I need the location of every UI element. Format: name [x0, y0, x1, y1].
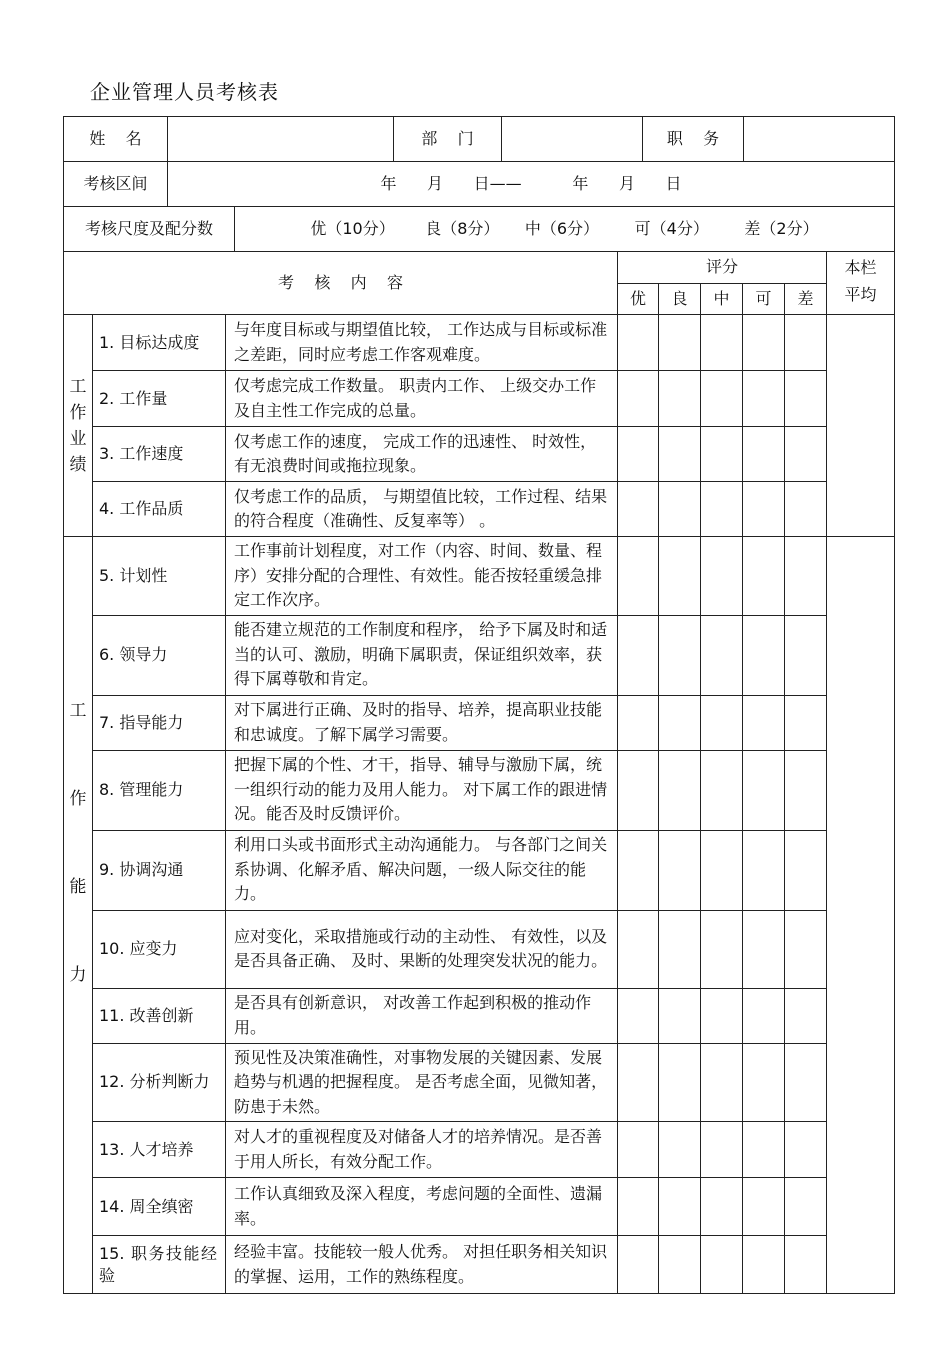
score-cell-2[interactable] — [701, 1043, 743, 1122]
score-cell-1[interactable] — [659, 315, 701, 371]
table-row — [64, 1178, 895, 1236]
score-cell-1[interactable] — [659, 427, 701, 482]
score-cell-0[interactable] — [618, 1122, 659, 1178]
score-cell-4[interactable] — [785, 910, 827, 988]
score-cell-1[interactable] — [659, 1178, 701, 1236]
period-field[interactable]: 年 月 日—— 年 月 日 — [168, 162, 895, 207]
score-cell-1[interactable] — [659, 830, 701, 910]
scale-label: 考核尺度及配分数 — [64, 207, 235, 252]
header-table — [63, 116, 895, 207]
score-cell-4[interactable] — [785, 1236, 827, 1294]
item-description: 与年度目标或与期望值比较， 工作达成与目标或标准之差距，同时应考虑工作客观难度。 — [226, 315, 618, 371]
score-header: 评分 — [618, 252, 827, 284]
score-cell-0[interactable] — [618, 750, 659, 830]
item-description: 工作事前计划程度，对工作（内容、时间、数量、程序）安排分配的合理性、有效性。能否按轻重缓急排定工作次序。 — [226, 537, 618, 616]
score-cell-3[interactable] — [743, 1043, 785, 1122]
score-cell-4[interactable] — [785, 750, 827, 830]
score-cell-4[interactable] — [785, 482, 827, 537]
item-description: 把握下属的个性、才干，指导、辅导与激励下属，统一组织行动的能力及用人能力。 对下属工作的跟进情况。能否及时反馈评价。 — [226, 750, 618, 830]
score-cell-4[interactable] — [785, 427, 827, 482]
score-cell-0[interactable] — [618, 615, 659, 695]
section-average-cell[interactable] — [827, 537, 895, 1294]
item-description: 应对变化，采取措施或行动的主动性、 有效性，以及是否具备正确、 及时、果断的处理突发状况的能力。 — [226, 910, 618, 988]
score-cell-3[interactable] — [743, 537, 785, 616]
item-description: 对下属进行正确、及时的指导、培养，提高职业技能和忠诚度。了解下属学习需要。 — [226, 695, 618, 750]
score-cell-2[interactable] — [701, 537, 743, 616]
score-cell-0[interactable] — [618, 315, 659, 371]
score-cell-3[interactable] — [743, 750, 785, 830]
score-cell-3[interactable] — [743, 1236, 785, 1294]
table-row — [64, 482, 895, 537]
item-description: 利用口头或书面形式主动沟通能力。 与各部门之间关系协调、化解矛盾、解决问题，一级人际交往的能力。 — [226, 830, 618, 910]
table-row — [64, 910, 895, 988]
score-cell-4[interactable] — [785, 1043, 827, 1122]
score-cell-1[interactable] — [659, 1122, 701, 1178]
item-label: 4. 工作品质 — [93, 482, 226, 537]
content-header: 考 核 内 容 — [64, 252, 618, 315]
item-label: 15. 职务技能经验 — [93, 1236, 226, 1294]
score-cell-4[interactable] — [785, 371, 827, 427]
score-cell-3[interactable] — [743, 1178, 785, 1236]
section-average-cell[interactable] — [827, 315, 895, 537]
score-cell-1[interactable] — [659, 615, 701, 695]
score-cell-2[interactable] — [701, 910, 743, 988]
item-description: 对人才的重视程度及对储备人才的培养情况。是否善于用人所长，有效分配工作。 — [226, 1122, 618, 1178]
score-cell-4[interactable] — [785, 830, 827, 910]
dept-label: 部 门 — [394, 117, 502, 162]
table-row — [64, 830, 895, 910]
score-cell-0[interactable] — [618, 695, 659, 750]
score-cell-0[interactable] — [618, 371, 659, 427]
score-cell-3[interactable] — [743, 910, 785, 988]
score-cell-4[interactable] — [785, 695, 827, 750]
score-cell-4[interactable] — [785, 988, 827, 1043]
score-cell-0[interactable] — [618, 427, 659, 482]
score-cell-2[interactable] — [701, 615, 743, 695]
grade-header-2: 中 — [701, 283, 743, 315]
item-label: 8. 管理能力 — [93, 750, 226, 830]
item-label: 14. 周全缜密 — [93, 1178, 226, 1236]
score-cell-3[interactable] — [743, 482, 785, 537]
item-description: 经验丰富。技能较一般人优秀。 对担任职务相关知识的掌握、运用，工作的熟练程度。 — [226, 1236, 618, 1294]
table-row — [64, 537, 895, 616]
item-label: 13. 人才培养 — [93, 1122, 226, 1178]
score-cell-2[interactable] — [701, 830, 743, 910]
score-cell-2[interactable] — [701, 750, 743, 830]
item-label: 9. 协调沟通 — [93, 830, 226, 910]
score-cell-0[interactable] — [618, 910, 659, 988]
item-description: 能否建立规范的工作制度和程序， 给予下属及时和适当的认可、激励，明确下属职责，保证组织效率，获得下属尊敬和肯定。 — [226, 615, 618, 695]
item-label: 5. 计划性 — [93, 537, 226, 616]
item-description: 工作认真细致及深入程度，考虑问题的全面性、遗漏率。 — [226, 1178, 618, 1236]
score-cell-2[interactable] — [701, 695, 743, 750]
section-label: 工作业绩 — [64, 315, 93, 537]
score-cell-3[interactable] — [743, 695, 785, 750]
score-cell-3[interactable] — [743, 315, 785, 371]
position-field[interactable] — [744, 117, 895, 162]
name-field[interactable] — [168, 117, 394, 162]
score-cell-0[interactable] — [618, 1178, 659, 1236]
item-label: 1. 目标达成度 — [93, 315, 226, 371]
grade-header-4: 差 — [785, 283, 827, 315]
score-cell-2[interactable] — [701, 1122, 743, 1178]
score-cell-4[interactable] — [785, 315, 827, 371]
score-cell-3[interactable] — [743, 427, 785, 482]
grade-header-1: 良 — [659, 283, 701, 315]
score-cell-2[interactable] — [701, 427, 743, 482]
score-cell-3[interactable] — [743, 830, 785, 910]
score-cell-2[interactable] — [701, 1178, 743, 1236]
score-cell-2[interactable] — [701, 315, 743, 371]
item-description: 是否具有创新意识， 对改善工作起到积极的推动作用。 — [226, 988, 618, 1043]
score-cell-4[interactable] — [785, 615, 827, 695]
table-row — [64, 695, 895, 750]
item-description: 预见性及决策准确性，对事物发展的关键因素、发展趋势与机遇的把握程度。 是否考虑全面，见微知著，防患于未然。 — [226, 1043, 618, 1122]
item-label: 7. 指导能力 — [93, 695, 226, 750]
score-cell-0[interactable] — [618, 988, 659, 1043]
score-cell-4[interactable] — [785, 1122, 827, 1178]
score-cell-3[interactable] — [743, 988, 785, 1043]
score-cell-2[interactable] — [701, 1236, 743, 1294]
score-cell-0[interactable] — [618, 537, 659, 616]
item-label: 2. 工作量 — [93, 371, 226, 427]
score-cell-4[interactable] — [785, 537, 827, 616]
table-row — [64, 750, 895, 830]
score-cell-1[interactable] — [659, 482, 701, 537]
scale-table — [63, 206, 895, 252]
score-cell-4[interactable] — [785, 1178, 827, 1236]
table-row — [64, 1043, 895, 1122]
section-label: 工作能力 — [64, 537, 93, 1294]
item-label: 3. 工作速度 — [93, 427, 226, 482]
score-cell-1[interactable] — [659, 910, 701, 988]
score-cell-2[interactable] — [701, 482, 743, 537]
table-row — [64, 988, 895, 1043]
score-cell-1[interactable] — [659, 537, 701, 616]
period-label: 考核区间 — [64, 162, 168, 207]
table-row — [64, 615, 895, 695]
score-cell-2[interactable] — [701, 988, 743, 1043]
page-title: 企业管理人员考核表 — [90, 80, 279, 104]
position-label: 职 务 — [643, 117, 744, 162]
score-cell-0[interactable] — [618, 482, 659, 537]
score-cell-1[interactable] — [659, 1236, 701, 1294]
item-description: 仅考虑工作的品质， 与期望值比较，工作过程、结果的符合程度（准确性、反复率等） 。 — [226, 482, 618, 537]
item-label: 10. 应变力 — [93, 910, 226, 988]
table-row — [64, 1236, 895, 1294]
item-label: 11. 改善创新 — [93, 988, 226, 1043]
table-row — [64, 371, 895, 427]
score-cell-3[interactable] — [743, 1122, 785, 1178]
score-cell-0[interactable] — [618, 830, 659, 910]
avg-header: 本栏平均 — [827, 252, 895, 315]
table-row — [64, 1122, 895, 1178]
name-label: 姓 名 — [64, 117, 168, 162]
scale-text: 优（10分） 良（8分） 中（6分） 可（4分） 差（2分） — [235, 207, 895, 252]
assessment-table — [63, 251, 895, 1294]
item-description: 仅考虑工作的速度， 完成工作的迅速性、 时效性，有无浪费时间或拖拉现象。 — [226, 427, 618, 482]
score-cell-0[interactable] — [618, 1236, 659, 1294]
score-cell-3[interactable] — [743, 615, 785, 695]
grade-header-0: 优 — [618, 283, 659, 315]
score-cell-1[interactable] — [659, 988, 701, 1043]
score-cell-1[interactable] — [659, 1043, 701, 1122]
score-cell-0[interactable] — [618, 1043, 659, 1122]
score-cell-1[interactable] — [659, 695, 701, 750]
score-cell-1[interactable] — [659, 750, 701, 830]
dept-field[interactable] — [502, 117, 643, 162]
score-cell-3[interactable] — [743, 371, 785, 427]
score-cell-1[interactable] — [659, 371, 701, 427]
item-description: 仅考虑完成工作数量。 职责内工作、 上级交办工作及自主性工作完成的总量。 — [226, 371, 618, 427]
grade-header-3: 可 — [743, 283, 785, 315]
item-label: 6. 领导力 — [93, 615, 226, 695]
score-cell-2[interactable] — [701, 371, 743, 427]
item-label: 12. 分析判断力 — [93, 1043, 226, 1122]
table-row — [64, 427, 895, 482]
table-row — [64, 315, 895, 371]
